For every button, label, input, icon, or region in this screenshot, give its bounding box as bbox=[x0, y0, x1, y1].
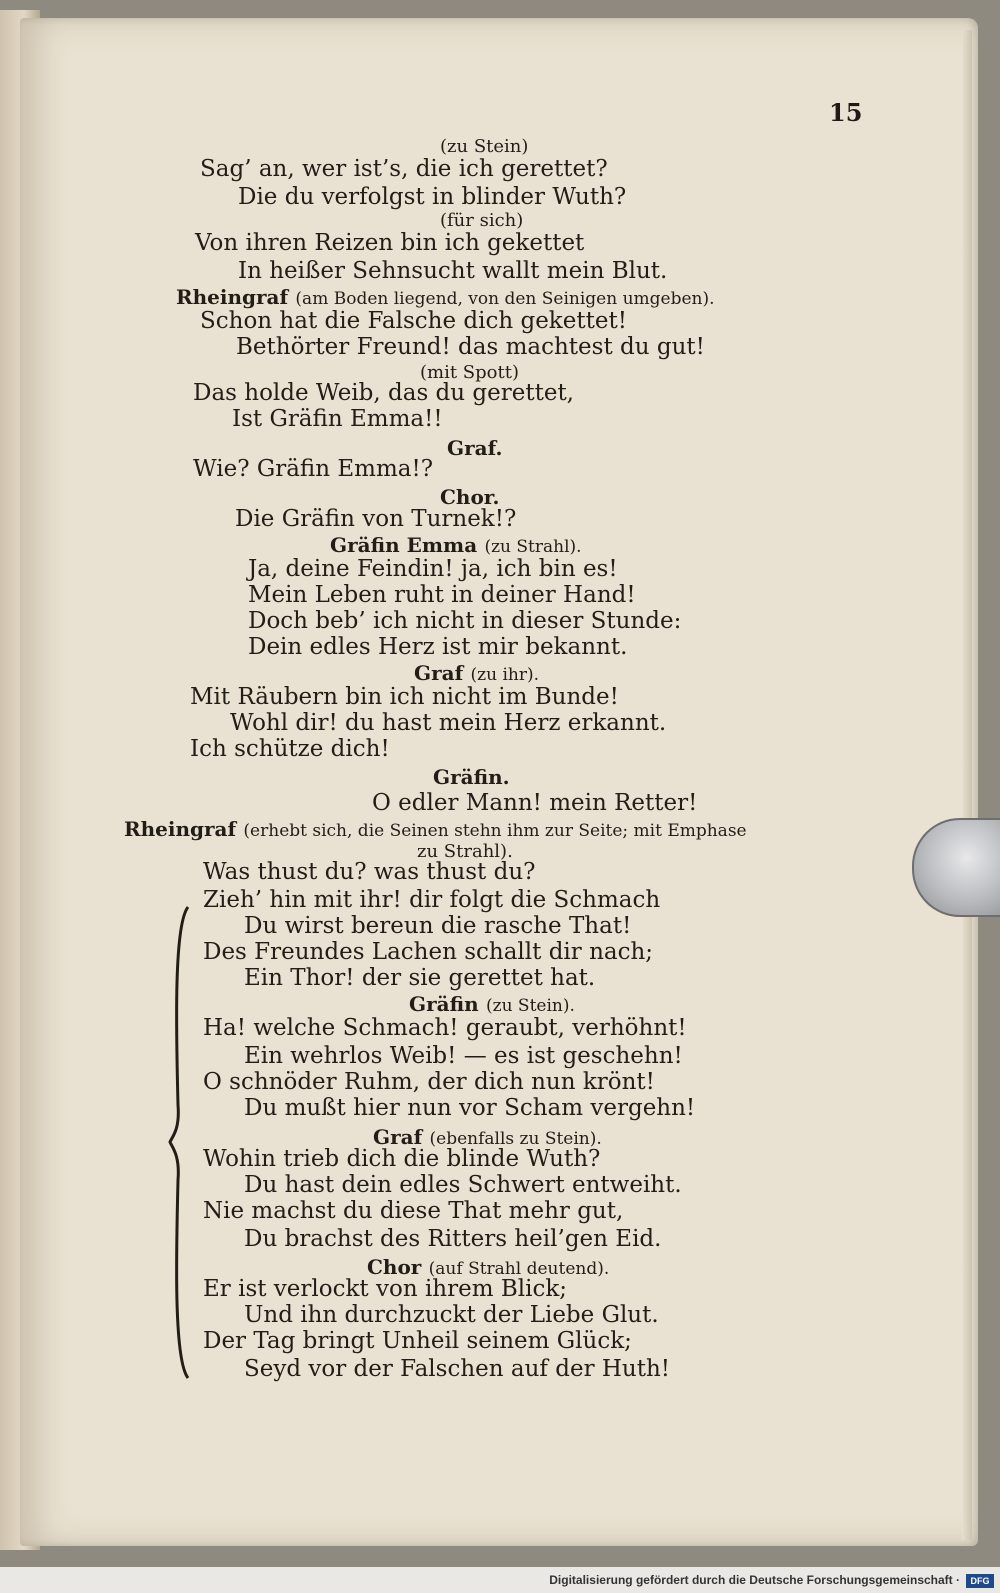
speaker-heading bbox=[176, 286, 715, 309]
verse-line: Nie machst du diese That mehr gut, bbox=[203, 1198, 624, 1224]
speaker-name: Chor bbox=[367, 1255, 422, 1279]
footer-bar bbox=[0, 1567, 1000, 1593]
verse-line: Des Freundes Lachen schallt dir nach; bbox=[203, 939, 654, 965]
speaker-name: Gräfin. bbox=[433, 765, 510, 789]
verse-line: Die Gräfin von Turnek!? bbox=[235, 506, 517, 532]
page-clip bbox=[912, 818, 1000, 917]
verse-line: Er ist verlockt von ihrem Blick; bbox=[203, 1276, 568, 1302]
brace-bracket bbox=[168, 905, 192, 1380]
speaker-heading bbox=[124, 818, 747, 841]
speaker-name: Rheingraf bbox=[176, 285, 289, 309]
stage-direction: (zu Stein) bbox=[440, 136, 529, 157]
verse-line: Du wirst bereun die rasche That! bbox=[244, 913, 632, 939]
speaker-heading bbox=[330, 534, 582, 557]
verse-line: Wohin trieb dich die blinde Wuth? bbox=[203, 1146, 601, 1172]
speaker-heading bbox=[447, 437, 502, 460]
verse-line: Ich schütze dich! bbox=[190, 736, 390, 762]
speaker-heading bbox=[414, 662, 539, 685]
verse-line: Das holde Weib, das du gerettet, bbox=[193, 380, 574, 406]
speaker-name: Gräfin bbox=[409, 992, 479, 1016]
stage-direction: (für sich) bbox=[440, 210, 524, 231]
verse-line: Wie? Gräfin Emma!? bbox=[193, 456, 434, 482]
verse-line: In heißer Sehnsucht wallt mein Blut. bbox=[238, 258, 668, 284]
verse-line: Mein Leben ruht in deiner Hand! bbox=[248, 582, 636, 608]
verse-line: Von ihren Reizen bin ich gekettet bbox=[195, 230, 585, 256]
speaker-name: Graf bbox=[414, 661, 464, 685]
verse-line: Schon hat die Falsche dich gekettet! bbox=[200, 308, 627, 334]
stage-direction: zu Strahl). bbox=[417, 841, 513, 862]
stage-direction: (zu ihr). bbox=[470, 665, 539, 685]
dfg-logo: DFG bbox=[966, 1574, 994, 1588]
stage-direction: (erhebt sich, die Seinen stehn ihm zur Seite; mit Emphase bbox=[243, 821, 747, 841]
stage-direction: (ebenfalls zu Stein). bbox=[429, 1129, 602, 1149]
stage-direction: (auf Strahl deutend). bbox=[428, 1259, 610, 1279]
speaker-heading bbox=[433, 766, 510, 789]
verse-line: Du mußt hier nun vor Scham vergehn! bbox=[244, 1095, 696, 1121]
verse-line: Doch beb’ ich nicht in dieser Stunde: bbox=[248, 608, 682, 634]
stage-direction: (am Boden liegend, von den Seinigen umgeben). bbox=[295, 289, 715, 309]
speaker-name: Graf. bbox=[447, 436, 503, 460]
verse-line: Ein Thor! der sie gerettet hat. bbox=[244, 965, 596, 991]
stage-direction: (zu Strahl). bbox=[484, 537, 582, 557]
speaker-name: Gräfin Emma bbox=[330, 533, 478, 557]
speaker-heading bbox=[409, 993, 575, 1016]
verse-line: Was thust du? was thust du? bbox=[203, 859, 536, 885]
speaker-name: Graf bbox=[373, 1125, 423, 1149]
verse-line: Dein edles Herz ist mir bekannt. bbox=[248, 634, 628, 660]
verse-line: Ein wehrlos Weib! — es ist geschehn! bbox=[244, 1043, 683, 1069]
verse-line: Sag’ an, wer ist’s, die ich gerettet? bbox=[200, 156, 608, 182]
verse-line: Zieh’ hin mit ihr! dir folgt die Schmach bbox=[203, 887, 661, 913]
verse-line: Ja, deine Feindin! ja, ich bin es! bbox=[248, 556, 618, 582]
speaker-name: Chor. bbox=[440, 485, 500, 509]
verse-line: Und ihn durchzuckt der Liebe Glut. bbox=[244, 1302, 659, 1328]
verse-line: Seyd vor der Falschen auf der Huth! bbox=[244, 1356, 671, 1382]
verse-line: Mit Räubern bin ich nicht im Bunde! bbox=[190, 684, 619, 710]
verse-line: Ha! welche Schmach! geraubt, verhöhnt! bbox=[203, 1015, 687, 1041]
verse-line: Der Tag bringt Unheil seinem Glück; bbox=[203, 1328, 632, 1354]
page-number: 15 bbox=[829, 98, 863, 127]
stage-direction: (mit Spott) bbox=[420, 362, 519, 383]
verse-line: O edler Mann! mein Retter! bbox=[372, 790, 698, 816]
stage-direction: (zu Stein). bbox=[485, 996, 575, 1016]
verse-line: Ist Gräfin Emma!! bbox=[232, 406, 443, 432]
verse-line: Die du verfolgst in blinder Wuth? bbox=[238, 184, 627, 210]
verse-line: Du hast dein edles Schwert entweiht. bbox=[244, 1172, 682, 1198]
speaker-name: Rheingraf bbox=[124, 817, 237, 841]
verse-line: Bethörter Freund! das machtest du gut! bbox=[236, 334, 705, 360]
verse-line: Du brachst des Ritters heil’gen Eid. bbox=[244, 1226, 662, 1252]
verse-line: Wohl dir! du hast mein Herz erkannt. bbox=[230, 710, 667, 736]
funding-credit: Digitalisierung gefördert durch die Deutsche Forschungsgemeinschaft · bbox=[549, 1573, 960, 1587]
verse-line: O schnöder Ruhm, der dich nun krönt! bbox=[203, 1069, 655, 1095]
